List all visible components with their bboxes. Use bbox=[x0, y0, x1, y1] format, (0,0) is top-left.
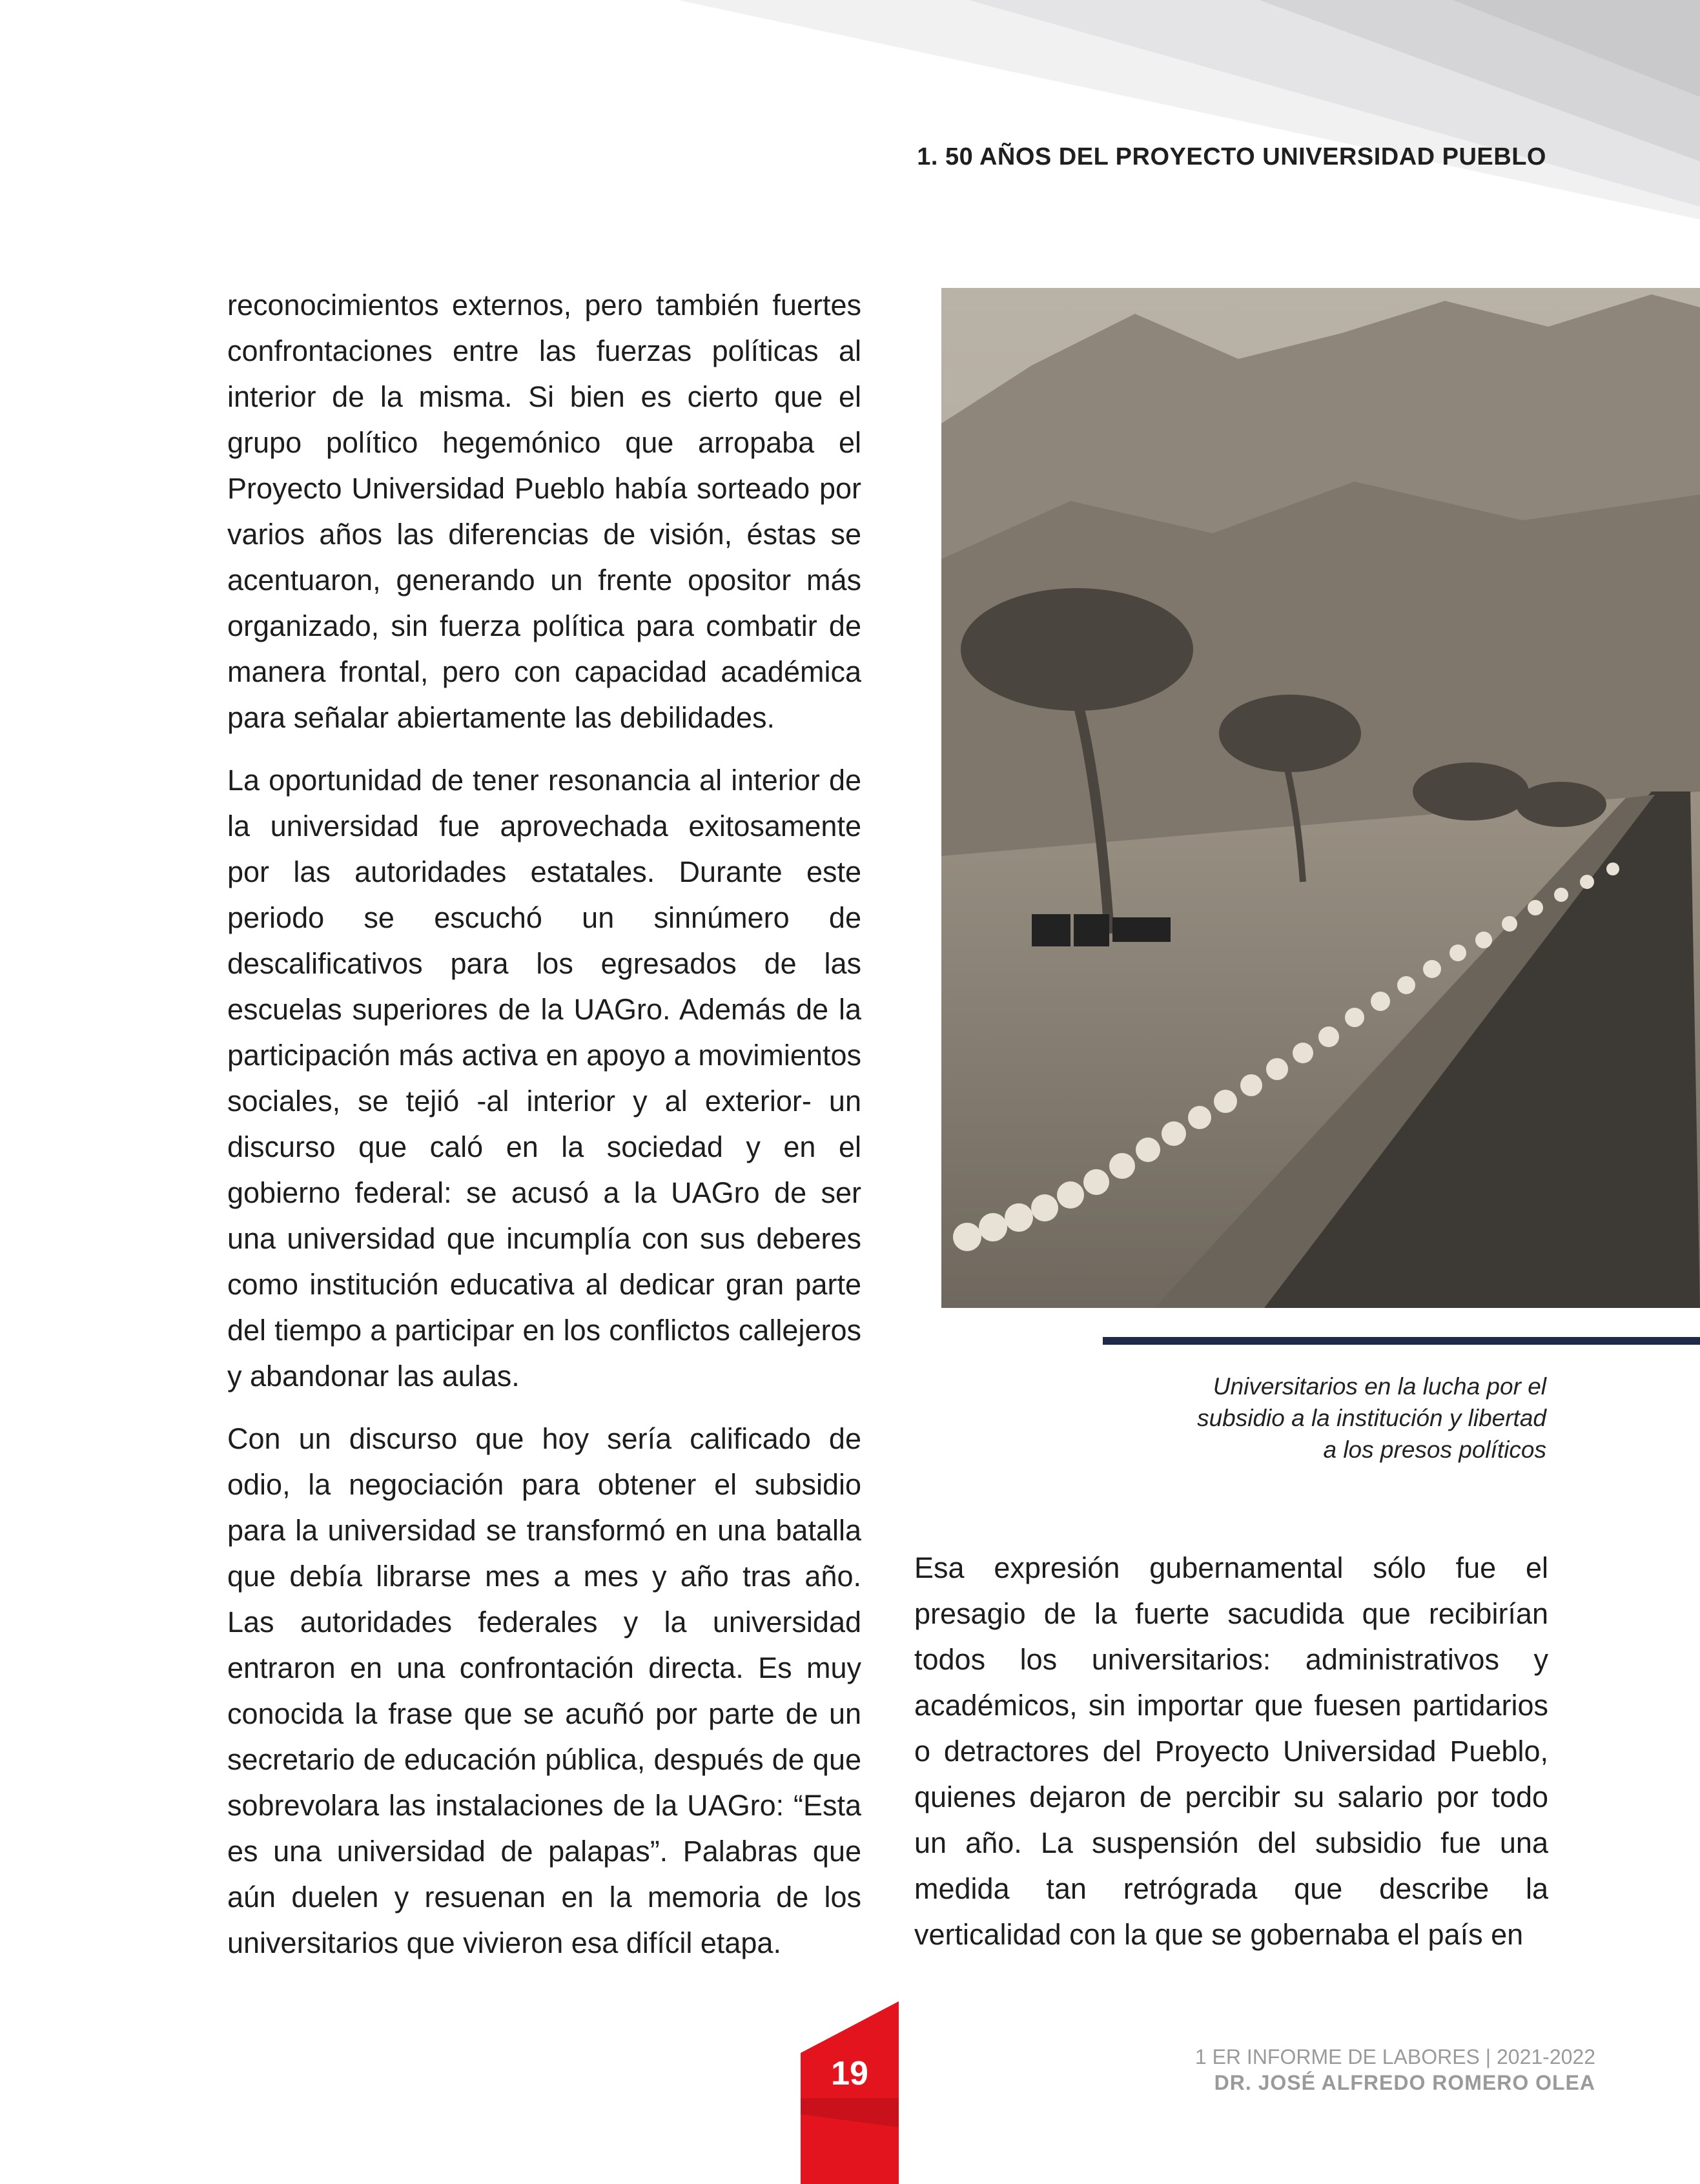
page-number: 19 bbox=[831, 2055, 868, 2092]
report-line: 1 ER INFORME DE LABORES | 2021-2022 bbox=[1194, 2045, 1595, 2068]
caption-line: subsidio a la institución y libertad bbox=[1197, 1405, 1546, 1431]
paragraph: reconocimientos externos, pero también fuertes confrontaciones entre las fuerzas políticas al interior de la misma. Si bien es cierto que el grupo político hegemónico que arropaba el Proyecto Universidad Pueblo había sorteado por varios años las diferencias de visión, éstas se acentuaron, generando un frente opositor más organizado, sin fuerza política para combatir de manera frontal, pero con capacidad académica para señalar abiertamente las debilidades. bbox=[227, 289, 861, 734]
caption-line: Universitarios en la lucha por el bbox=[1213, 1373, 1546, 1400]
right-text-column bbox=[914, 1545, 1548, 1974]
caption-rule bbox=[1103, 1337, 1700, 1345]
header-decoration bbox=[0, 0, 1700, 232]
photo-caption bbox=[1107, 1371, 1546, 1465]
caption-line: a los presos políticos bbox=[1323, 1436, 1546, 1463]
left-text-column bbox=[227, 282, 861, 1983]
paragraph: La oportunidad de tener resonancia al interior de la universidad fue aprovechada exitosamente por las autoridades estatales. Durante este periodo se escuchó un sinnúmero de descalificativos para los egresados de las escuelas superiores de la UAGro. Además de la participación más activa en apoyo a movimientos sociales, se tejió -al interior y al exterior- un discurso que caló en la sociedad y en el gobierno federal: se acusó a la UAGro de ser una universidad que incumplía con sus deberes como institución educativa al dedicar gran parte del tiempo a participar en los conflictos callejeros y abandonar las aulas. bbox=[227, 764, 861, 1393]
paragraph: Con un discurso que hoy sería calificado de odio, la negociación para obtener el subsidio para la universidad se transformó en una batalla que debía librarse mes a mes y año tras año. Las autoridades federales y la universidad entraron en una confrontación directa. Es muy conocida la frase que se acuñó por parte de un secretario de educación pública, después de que sobrevolara las instalaciones de la UAGro: “Esta es una universidad de palapas”. Palabras que aún duelen y resuenan en la memoria de los universitarios que vivieron esa difícil etapa. bbox=[227, 1422, 861, 1959]
section-title: 1. 50 AÑOS DEL PROYECTO UNIVERSIDAD PUEBLO bbox=[917, 143, 1546, 170]
footer-credits bbox=[1195, 2044, 1595, 2096]
paragraph: Esa expresión gubernamental sólo fue el presagio de la fuerte sacudida que recibirían todos los universitarios: administrativos y académicos, sin importar que fuesen partidarios o detractores del Proyecto Universidad Pueblo, quienes dejaron de percibir su salario por todo un año. La suspensión del subsidio fue una medida tan retrógrada que describe la verticalidad con la que se gobernaba el país en bbox=[914, 1551, 1548, 1951]
historic-march-photo bbox=[941, 288, 1700, 1308]
author-line: DR. JOSÉ ALFREDO ROMERO OLEA bbox=[1214, 2071, 1595, 2094]
